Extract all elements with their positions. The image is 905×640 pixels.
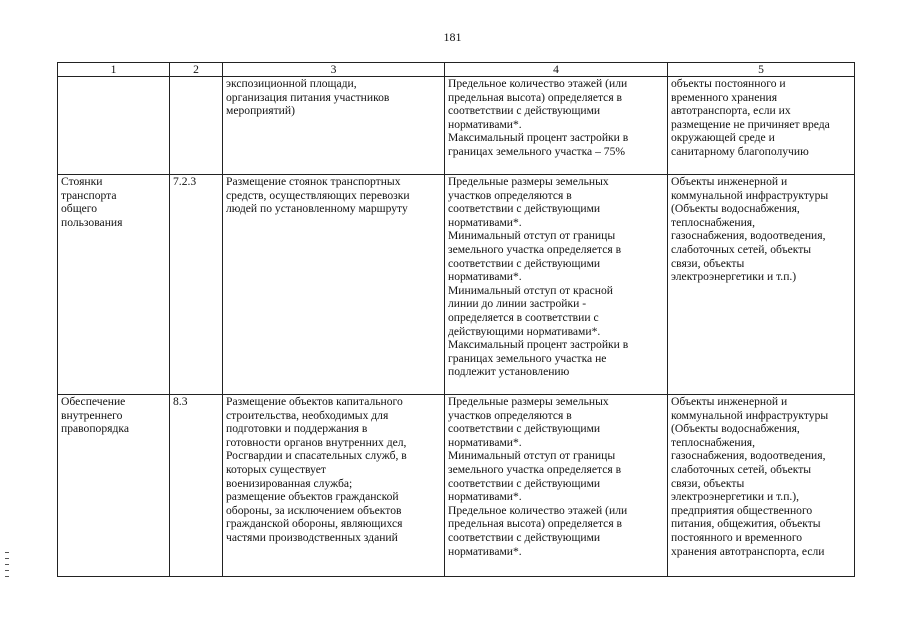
- use-code-cell: 8.3: [170, 395, 223, 577]
- allowed-uses-cell: объекты постоянного и временного хранения автотранспорта, если их размещение не причиняет вреда окружающей среде и санитарному благополучию: [668, 77, 855, 175]
- column-header: 5: [668, 63, 855, 77]
- use-description-cell: Размещение стоянок транспортных средств, осуществляющих перевозки людей по установленному маршруту: [223, 175, 445, 395]
- land-use-table: [57, 62, 855, 577]
- use-code-cell: [170, 77, 223, 175]
- column-header: 1: [58, 63, 170, 77]
- column-header: 3: [223, 63, 445, 77]
- use-type-name-cell: Стоянки транспорта общего пользования: [58, 175, 170, 395]
- table-row: [58, 175, 855, 395]
- parameters-cell: Предельные размеры земельных участков определяются в соответствии с действующими нормативами*. Минимальный отступ от границы земельного участка определяется в соответствии с действующими нормативами*. Предельное количество этажей (или предельная высота) определяется в соответствии с действующими нормативами*.: [445, 395, 668, 577]
- column-header: 4: [445, 63, 668, 77]
- use-type-name-cell: Обеспечение внутреннего правопорядка: [58, 395, 170, 577]
- allowed-uses-cell: Объекты инженерной и коммунальной инфраструктуры (Объекты водоснабжения, теплоснабжения, газоснабжения, водоотведения, слаботочных сетей, объекты связи, объекты электроэнергетики и т.п.): [668, 175, 855, 395]
- use-description-cell: экспозиционной площади, организация питания участников мероприятий): [223, 77, 445, 175]
- allowed-uses-cell: Объекты инженерной и коммунальной инфраструктуры (Объекты водоснабжения, теплоснабжения, газоснабжения, водоотведения, слаботочных сетей, объекты связи, объекты электроэнергетики и т.п.), предприятия общественного питания, общежития, объекты постоянного и временного хранения автотранспорта, если: [668, 395, 855, 577]
- scan-margin-marks: [5, 552, 9, 590]
- use-description-cell: Размещение объектов капитального строительства, необходимых для подготовки и поддержания в готовности органов внутренних дел, Росгвардии и спасательных служб, в которых существует военизированная служба; размещение объектов гражданской обороны, за исключением объектов гражданской обороны, являющихся частями производственных зданий: [223, 395, 445, 577]
- page-number: 181: [443, 30, 462, 44]
- parameters-cell: Предельные размеры земельных участков определяются в соответствии с действующими нормативами*. Минимальный отступ от границы земельного участка определяется в соответствии с действующими нормативами*. Минимальный отступ от красной линии до линии застройки - определяется в соответствии с действующими нормативами*. Максимальный процент застройки в границах земельного участка не подлежит установлению: [445, 175, 668, 395]
- column-header: 2: [170, 63, 223, 77]
- table-row: [58, 77, 855, 175]
- use-code-cell: 7.2.3: [170, 175, 223, 395]
- parameters-cell: Предельное количество этажей (или предельная высота) определяется в соответствии с действующими нормативами*. Максимальный процент застройки в границах земельного участка – 75%: [445, 77, 668, 175]
- table-header-row: [58, 63, 855, 77]
- use-type-name-cell: [58, 77, 170, 175]
- table-row: [58, 395, 855, 577]
